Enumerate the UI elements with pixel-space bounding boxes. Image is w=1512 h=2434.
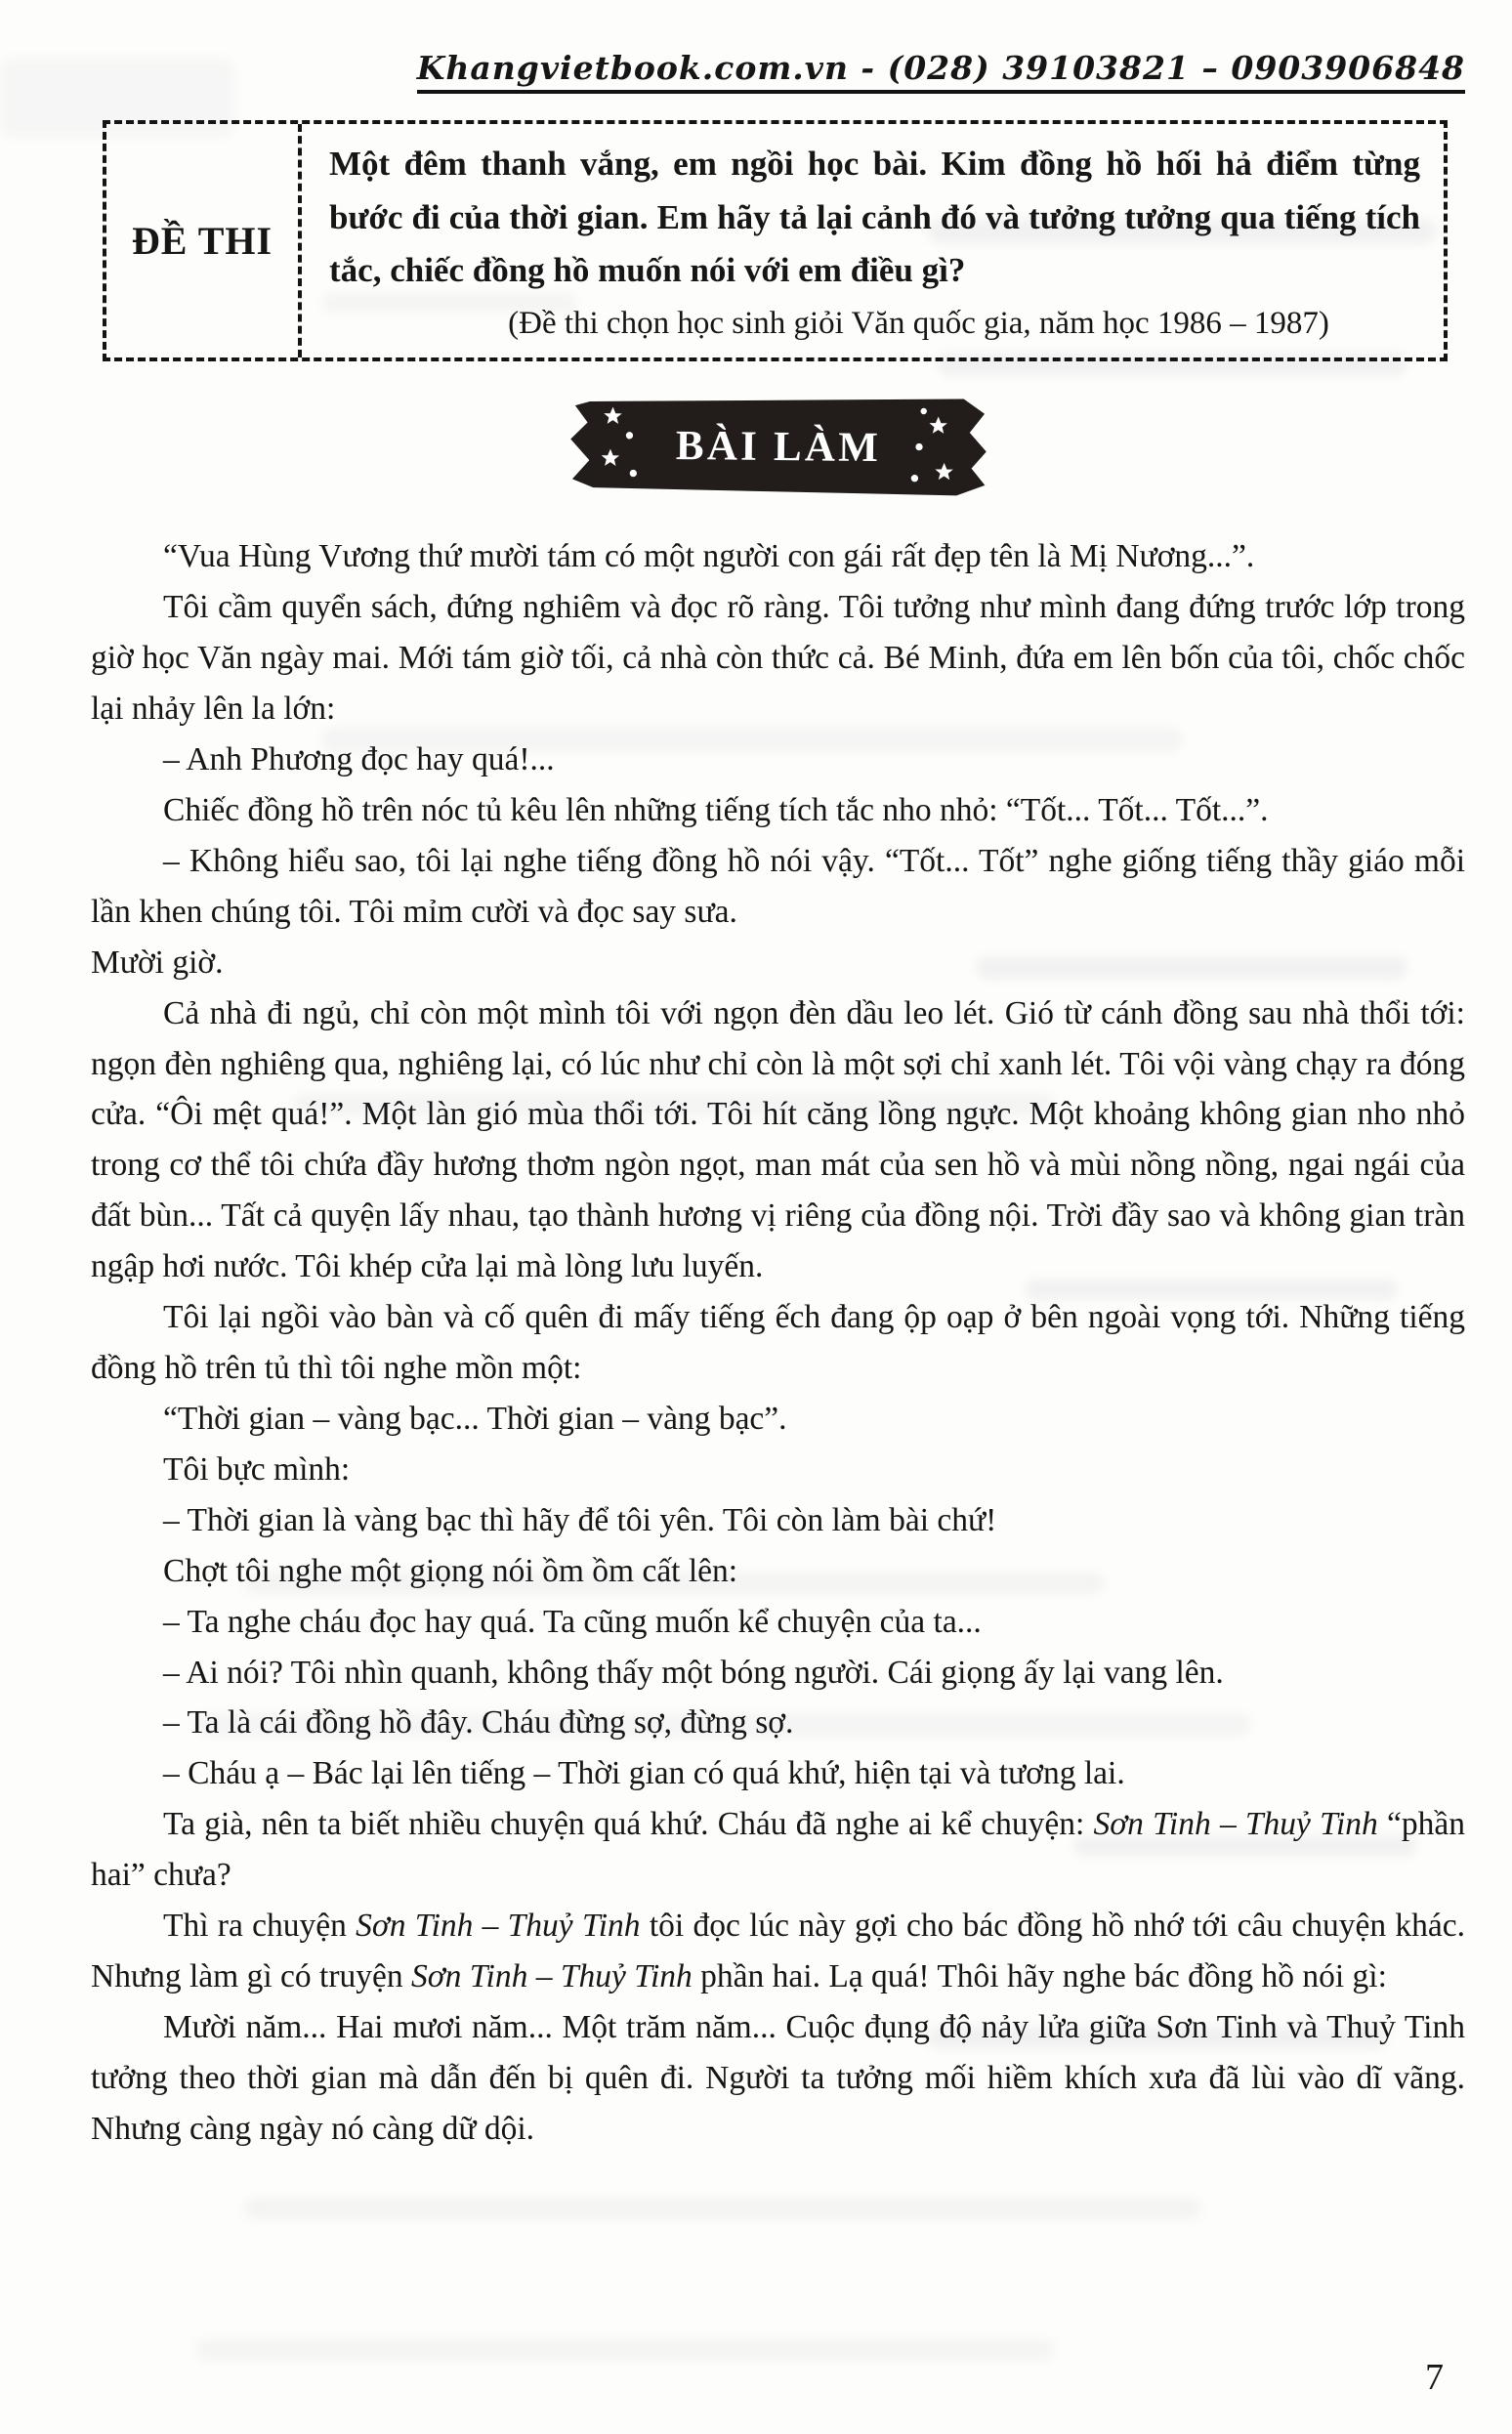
essay-text: Ta già, nên ta biết nhiều chuyện quá khứ. Cháu đã nghe ai kể chuyện: xyxy=(163,1806,1094,1843)
page-header xyxy=(91,49,1465,94)
essay-paragraph xyxy=(91,1292,1465,1394)
essay-paragraph xyxy=(91,1597,1465,1648)
essay-text: – Ta nghe cháu đọc hay quá. Ta cũng muốn kể chuyện của ta... xyxy=(163,1603,982,1640)
essay-paragraph xyxy=(91,938,1465,988)
essay-paragraph xyxy=(91,1648,1465,1699)
essay-text: Tôi bực mình: xyxy=(163,1450,351,1488)
essay-text: “Thời gian – vàng bạc... Thời gian – vàng bạc”. xyxy=(163,1400,787,1437)
essay-text: “Vua Hùng Vương thứ mười tám có một người con gái rất đẹp tên là Mị Nương...”. xyxy=(163,538,1255,575)
page-number: 7 xyxy=(1425,2357,1444,2398)
story-title-italic: Sơn Tinh – Thuỷ Tinh xyxy=(410,1958,693,1995)
essay-paragraph xyxy=(91,785,1465,836)
story-title-italic: Sơn Tinh – Thuỷ Tinh xyxy=(1093,1806,1378,1843)
publisher-contact-line: Khangvietbook.com.vn - (028) 39103821 – 0903906848 xyxy=(417,49,1465,94)
essay-paragraph xyxy=(91,1698,1465,1748)
essay-text: – Cháu ạ – Bác lại lên tiếng – Thời gian có quá khứ, hiện tại và tương lai. xyxy=(163,1755,1125,1792)
essay-paragraph xyxy=(91,836,1465,938)
essay-text: Mười giờ. xyxy=(91,944,224,981)
essay-text: tôi đọc lúc này gợi cho bác đồng hồ nhớ tới câu chuyện khác. Nhưng làm gì có truyện xyxy=(91,1908,1465,1995)
essay-text: – Anh Phương đọc hay quá!... xyxy=(163,740,555,777)
essay-paragraph xyxy=(91,734,1465,785)
essay-text: Cả nhà đi ngủ, chỉ còn một mình tôi với ngọn đèn dầu leo lét. Gió từ cánh đồng sau nhà thổi tới: ngọn đèn nghiêng qua, nghiêng lại, có lúc như chỉ còn là một sợi chỉ xanh lét. Tôi vội vàng chạy ra đóng cửa. “Ôi mệt quá!”. Một làn gió mùa thổi tới. Tôi hít căng lồng ngực. Một khoảng không gian nho nhỏ trong cơ thể tôi chứa đầy hương thơm ngòn ngọt, man mát của sen hồ và mùi nồng nồng, ngai ngái của đất bùn... Tất cả quyện lấy nhau, tạo thành hương vị riêng của đồng nội. Trời đầy sao và không gian tràn ngập hơi nước. Tôi khép cửa lại mà lòng lưu luyến. xyxy=(91,994,1465,1285)
story-title-italic: Sơn Tinh – Thuỷ Tinh xyxy=(356,1908,641,1945)
essay-paragraph xyxy=(91,1495,1465,1546)
essay-text: Tôi cầm quyển sách, đứng nghiêm và đọc rõ ràng. Tôi tưởng như mình đang đứng trước lớp trong giờ học Văn ngày mai. Mới tám giờ tối, cả nhà còn thức cả. Bé Minh, đứa em lên bốn của tôi, chốc chốc lại nhảy lên la lớn: xyxy=(91,589,1465,728)
essay-paragraph xyxy=(91,988,1465,1293)
essay-text: – Ta là cái đồng hồ đây. Cháu đừng sợ, đừng sợ. xyxy=(163,1704,794,1742)
bai-lam-banner xyxy=(567,391,988,500)
essay-text: – Không hiểu sao, tôi lại nghe tiếng đồng hồ nói vậy. “Tốt... Tốt” nghe giống tiếng thầy giáo mỗi lần khen chúng tôi. Tôi mỉm cười và đọc say sưa. xyxy=(91,842,1465,930)
essay-paragraph xyxy=(91,582,1465,734)
essay-text: Thì ra chuyện xyxy=(163,1908,357,1945)
essay-text: Chợt tôi nghe một giọng nói ồm ồm cất lên: xyxy=(163,1552,738,1589)
essay-text: Tôi lại ngồi vào bàn và cố quên đi mấy tiếng ếch đang ộp oạp ở bên ngoài vọng tới. Những tiếng đồng hồ trên tủ thì tôi nghe mồn một: xyxy=(91,1299,1465,1387)
exam-label-cell xyxy=(106,124,302,357)
exam-text-cell xyxy=(302,124,1444,357)
essay-text: – Ai nói? Tôi nhìn quanh, không thấy một bóng người. Cái giọng ấy lại vang lên. xyxy=(163,1654,1224,1691)
essay-paragraph xyxy=(91,1799,1465,1901)
essay-paragraph xyxy=(91,1445,1465,1495)
essay-paragraph xyxy=(91,1546,1465,1597)
essay-paragraph xyxy=(91,2002,1465,2155)
essay-paragraph xyxy=(91,1394,1465,1445)
exam-prompt-text: Một đêm thanh vắng, em ngồi học bài. Kim đồng hồ hối hả điểm từng bước đi của thời gian. Em hãy tả lại cảnh đó và tưởng tưởng qua tiếng tích tắc, chiếc đồng hồ muốn nói với em điều gì? xyxy=(329,145,1420,290)
essay-text: phần hai. Lạ quá! Thôi hãy nghe bác đồng hồ nói gì: xyxy=(692,1958,1387,1995)
essay-paragraph xyxy=(91,531,1465,582)
essay-text: Mười năm... Hai mươi năm... Một trăm năm... Cuộc đụng độ nảy lửa giữa Sơn Tinh và Thuỷ Tinh tưởng theo thời gian mà dẫn đến bị quên đi. Người ta tưởng mối hiềm khích xưa đã lùi vào dĩ vãng. Nhưng càng ngày nó càng dữ dội. xyxy=(91,2009,1465,2147)
essay-paragraph xyxy=(91,1748,1465,1799)
exam-prompt-box xyxy=(103,120,1448,361)
essay-paragraph xyxy=(91,1901,1465,2002)
essay-text: – Thời gian là vàng bạc thì hãy để tôi yên. Tôi còn làm bài chứ! xyxy=(163,1501,997,1538)
exam-source-line: (Đề thi chọn học sinh giỏi Văn quốc gia, năm học 1986 – 1987) xyxy=(508,305,1329,341)
ribbon-banner-graphic xyxy=(567,391,988,500)
banner-title: BÀI LÀM xyxy=(675,423,881,472)
exam-label: ĐỀ THI xyxy=(131,219,273,264)
essay-text: Chiếc đồng hồ trên nóc tủ kêu lên những tiếng tích tắc nho nhỏ: “Tốt... Tốt... Tốt...”. xyxy=(163,791,1269,828)
essay-text: “phần hai” chưa? xyxy=(91,1806,1465,1894)
essay-body xyxy=(91,531,1465,2155)
